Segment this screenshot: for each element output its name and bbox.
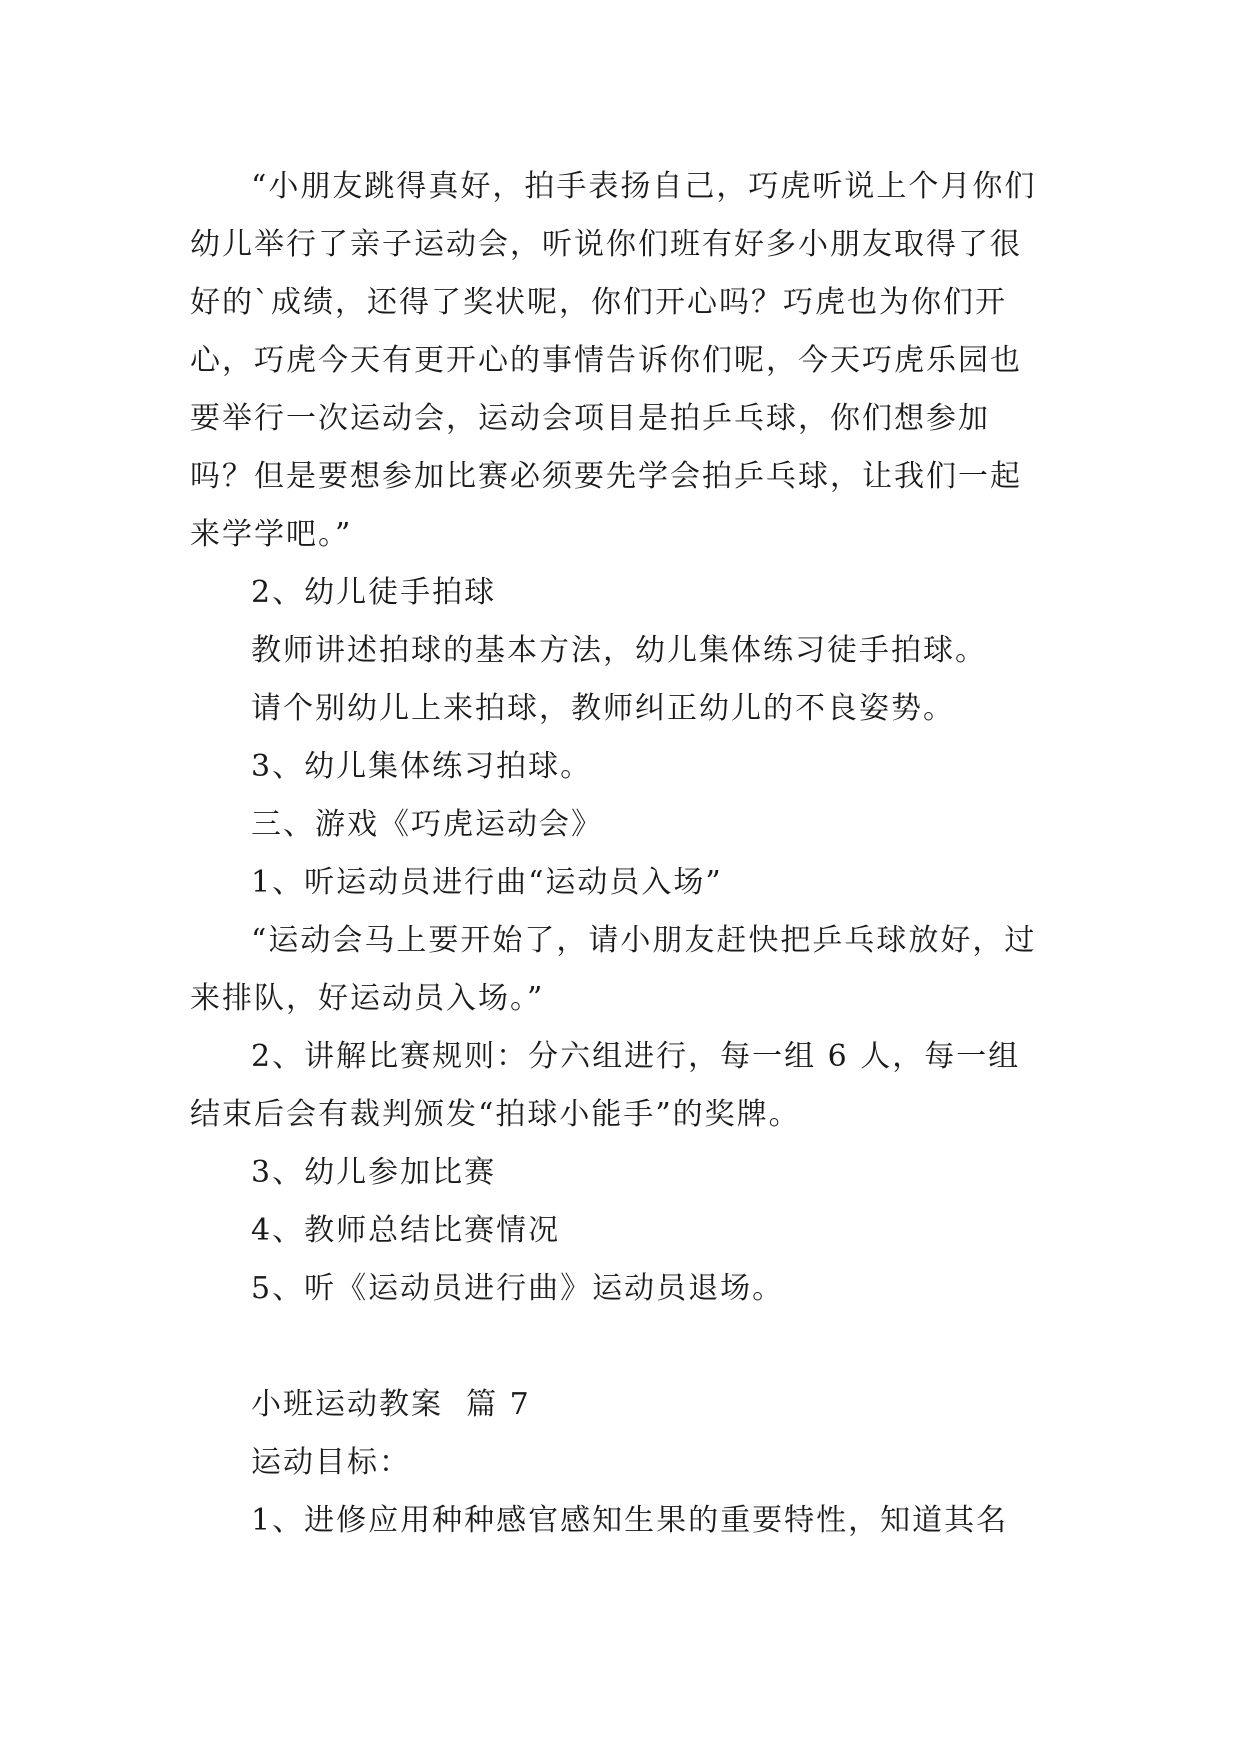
paragraph-teacher-method: 教师讲述拍球的基本方法，幼儿集体练习徒手拍球。 — [251, 633, 987, 668]
paragraph-individual-practice: 请个别幼儿上来拍球，教师纠正幼儿的不良姿势。 — [251, 691, 955, 726]
paragraph-line-up-quote: “运动会马上要开始了，请小朋友赶快把乒乓球放好，过来排队，好运动员入场。” — [190, 923, 1037, 1016]
section-spacer — [190, 1318, 1050, 1376]
paragraph-rules: 2、讲解比赛规则：分六组进行，每一组 6 人，每一组结束后会有裁判颁发“拍球小能手”的奖牌。 — [190, 1039, 1021, 1132]
paragraph-summary: 4、教师总结比赛情况 — [251, 1213, 561, 1248]
document-body — [190, 158, 1050, 1550]
paragraph-intro-quote: “小朋友跳得真好，拍手表扬自己，巧虎听说上个月你们幼儿举行了亲子运动会，听说你们班有好多小朋友取得了很好的`成绩，还得了奖状呢，你们开心吗？巧虎也为你们开心，巧虎今天有更开心的事情告诉你们呢，今天巧虎乐园也要举行一次运动会，运动会项目是拍乒乓球，你们想参加吗？但是要想参加比赛必须要先学会拍乒乓球，让我们一起来学学吧。” — [190, 169, 1037, 552]
paragraph-section-3-heading: 三、游戏《巧虎运动会》 — [251, 807, 603, 842]
paragraph-compete: 3、幼儿参加比赛 — [251, 1155, 497, 1190]
paragraph-goals-heading: 运动目标： — [251, 1445, 411, 1480]
paragraph-goal-1: 1、进修应用种种感官感知生果的重要特性，知道其名 — [251, 1503, 1009, 1538]
paragraph-exit: 5、听《运动员进行曲》运动员退场。 — [251, 1271, 785, 1306]
paragraph-march-entry: 1、听运动员进行曲“运动员入场” — [251, 865, 723, 900]
paragraph-step-2-heading: 2、幼儿徒手拍球 — [251, 575, 497, 610]
section-title: 小班运动教案 篇 7 — [251, 1387, 531, 1422]
paragraph-step-3-heading: 3、幼儿集体练习拍球。 — [251, 749, 593, 784]
